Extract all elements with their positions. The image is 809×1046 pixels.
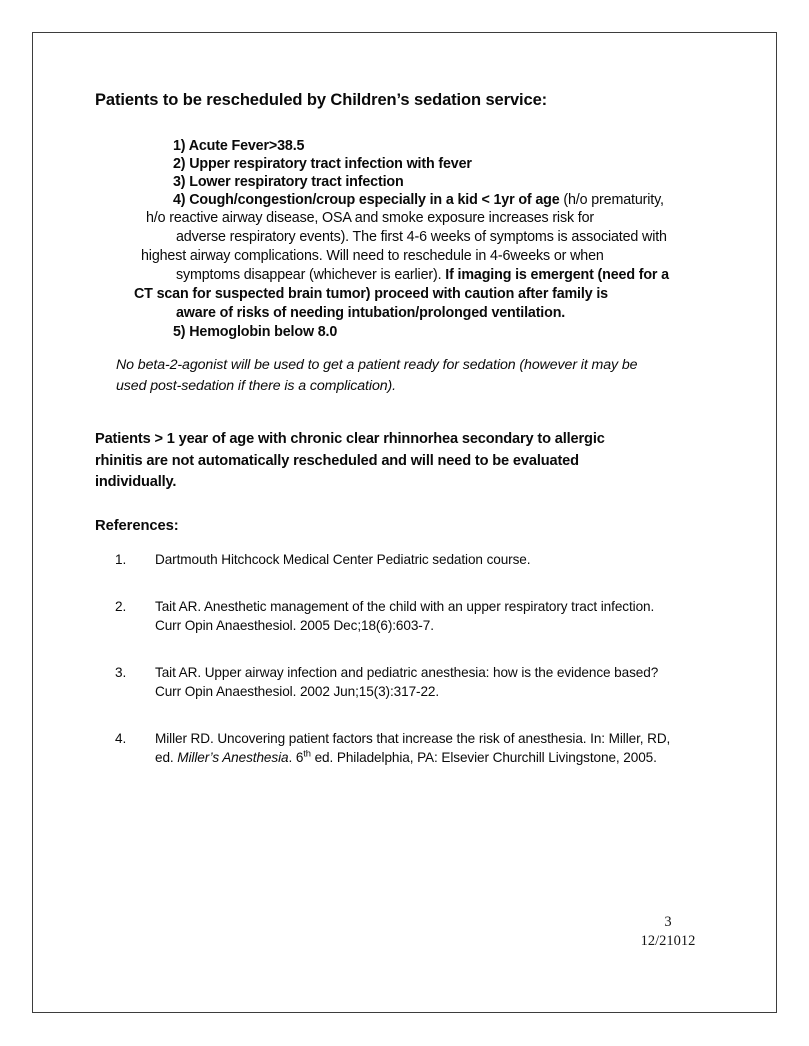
beta-agonist-note bbox=[116, 355, 756, 397]
reference-number: 1. bbox=[115, 552, 127, 567]
reference-item bbox=[115, 598, 735, 635]
reference-number: 3. bbox=[115, 665, 127, 680]
criteria-line-8-bold: If imaging is emergent (need for a bbox=[445, 267, 669, 283]
criteria-line-7: highest airway complications. Will need to reschedule in 4-6weeks or when bbox=[141, 248, 604, 264]
reference-text bbox=[155, 551, 735, 570]
criteria-line-4 bbox=[173, 191, 664, 210]
reference-edition-superscript: th bbox=[303, 746, 311, 758]
page-footer bbox=[593, 913, 743, 951]
footer-page-number: 3 bbox=[664, 914, 672, 930]
reference-line: ed. Miller’s Anesthesia. 6th ed. Philadelphia, PA: Elsevier Churchill Livingstone, 2005. bbox=[155, 746, 657, 765]
criteria-line-6: adverse respiratory events). The first 4-6 weeks of symptoms is associated with bbox=[176, 229, 667, 245]
rhinnorhea-paragraph-line-3: individually. bbox=[95, 474, 177, 490]
criteria-line-9: CT scan for suspected brain tumor) proceed with caution after family is bbox=[134, 286, 608, 302]
criteria-line-3: 3) Lower respiratory tract infection bbox=[173, 174, 404, 190]
criteria-line-10: aware of risks of needing intubation/prolonged ventilation. bbox=[176, 305, 566, 321]
reference-text bbox=[155, 598, 735, 635]
criteria-line-4-rest: (h/o prematurity, bbox=[559, 192, 664, 208]
references-heading: References: bbox=[95, 518, 179, 534]
reference-book-title: Miller’s Anesthesia bbox=[177, 749, 289, 765]
reference-number: 4. bbox=[115, 731, 127, 746]
page-sheet bbox=[32, 32, 777, 1013]
reference-number: 2. bbox=[115, 599, 127, 614]
criteria-line-8-normal: symptoms disappear (whichever is earlier). bbox=[176, 267, 446, 283]
rhinnorhea-paragraph-line-2: rhinitis are not automatically rescheduled and will need to be evaluated bbox=[95, 452, 579, 469]
reference-line: Dartmouth Hitchcock Medical Center Pediatric sedation course. bbox=[155, 552, 531, 567]
reference-line: Curr Opin Anaesthesiol. 2002 Jun;15(3):317-22. bbox=[155, 683, 440, 699]
beta-agonist-note-line-2: used post-sedation if there is a complication). bbox=[116, 378, 396, 394]
criteria-line-8 bbox=[176, 266, 669, 285]
criteria-line-4-bold: 4) Cough/congestion/croup especially in a kid < 1yr of age bbox=[173, 192, 560, 208]
beta-agonist-note-line-1: No beta-2-agonist will be used to get a patient ready for sedation (however it may be bbox=[116, 357, 638, 373]
rhinnorhea-paragraph bbox=[95, 429, 755, 494]
criteria-line-5: h/o reactive airway disease, OSA and smoke exposure increases risk for bbox=[146, 210, 595, 226]
criteria-line-2: 2) Upper respiratory tract infection with fever bbox=[173, 156, 472, 172]
reference-text bbox=[155, 664, 735, 701]
reference-line: Curr Opin Anaesthesiol. 2005 Dec;18(6):603-7. bbox=[155, 617, 434, 633]
footer-date: 12/21012 bbox=[640, 933, 696, 949]
reference-item bbox=[115, 730, 735, 767]
page-title: Patients to be rescheduled by Children’s sedation service: bbox=[95, 91, 548, 109]
reference-text bbox=[155, 730, 735, 767]
rhinnorhea-paragraph-line-1: Patients > 1 year of age with chronic clear rhinnorhea secondary to allergic bbox=[95, 431, 605, 447]
document-body bbox=[33, 33, 778, 1014]
reference-line: Tait AR. Upper airway infection and pediatric anesthesia: how is the evidence based? bbox=[155, 665, 659, 680]
reference-line: Miller RD. Uncovering patient factors that increase the risk of anesthesia. In: Miller, RD, bbox=[155, 731, 671, 746]
criteria-line-1: 1) Acute Fever>38.5 bbox=[173, 138, 305, 154]
reference-item bbox=[115, 551, 735, 570]
criteria-line-11: 5) Hemoglobin below 8.0 bbox=[173, 324, 338, 340]
reference-item bbox=[115, 664, 735, 701]
reference-line: Tait AR. Anesthetic management of the child with an upper respiratory tract infection. bbox=[155, 599, 655, 614]
